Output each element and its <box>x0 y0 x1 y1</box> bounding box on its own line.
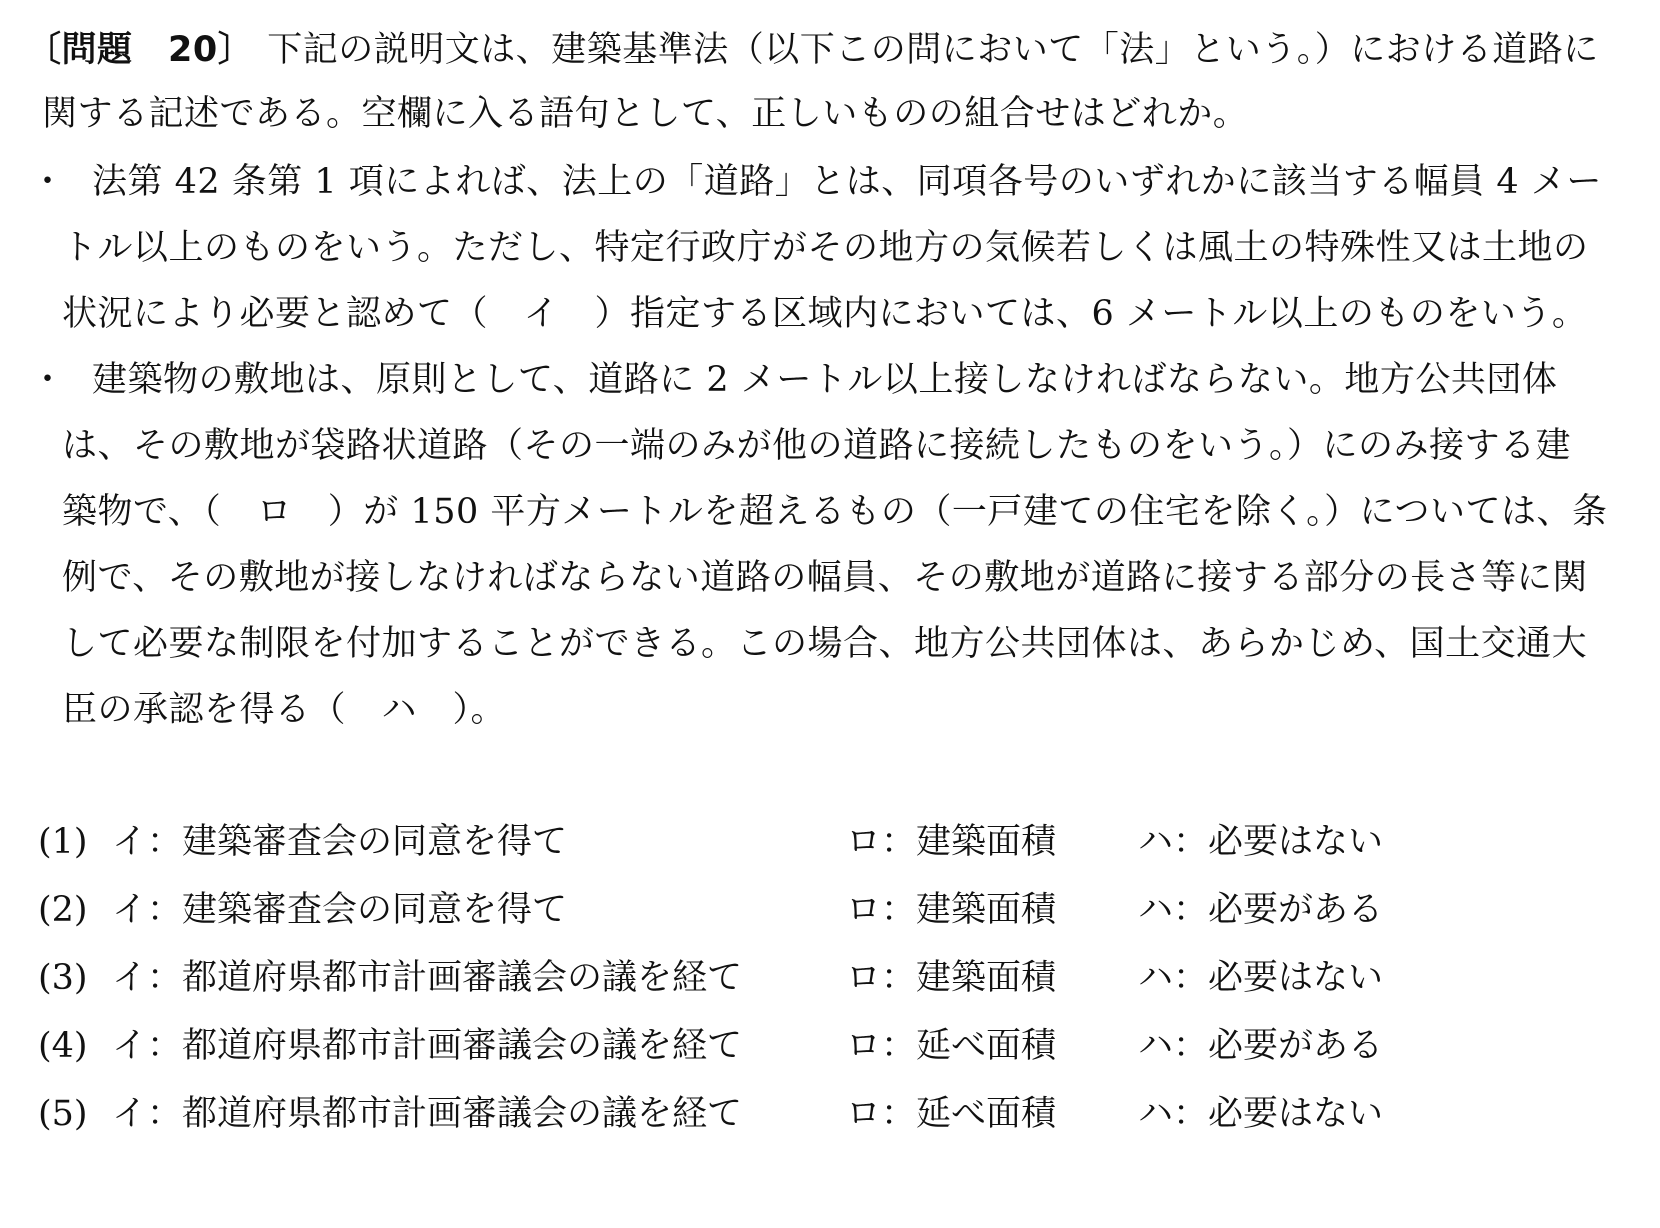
choice-i: イ：建築審査会の同意を得て <box>112 890 568 930</box>
choice-number: (4) <box>38 1026 88 1066</box>
bullet-2-line-6: 臣の承認を得る（ ハ ）。 <box>62 690 507 730</box>
choice-number: (2) <box>38 890 88 930</box>
bullet-mark-1: ・ <box>30 162 66 202</box>
choice-ha: ハ：必要はない <box>1138 822 1384 862</box>
bullet-2-line-2: は、その敷地が袋路状道路（その一端のみが他の道路に接続したものをいう。）にのみ接する建 <box>62 426 1572 466</box>
question-label: 〔問題 20〕 <box>26 30 254 70</box>
choice-i: イ：都道府県都市計画審議会の議を経て <box>112 1094 743 1134</box>
choice-ro: ロ：建築面積 <box>846 958 1057 998</box>
bullet-mark-2: ・ <box>30 360 66 400</box>
choice-ha: ハ：必要がある <box>1138 890 1384 930</box>
question-header-line <box>26 28 1599 72</box>
choice-number: (1) <box>38 822 88 862</box>
bullet-2-line-5: して必要な制限を付加することができる。この場合、地方公共団体は、あらかじめ、国土交通大 <box>62 624 1588 664</box>
choice-i: イ：都道府県都市計画審議会の議を経て <box>112 958 743 998</box>
question-intro-line-1: 下記の説明文は、建築基準法（以下この問において「法」という。）における道路に <box>267 30 1599 70</box>
bullet-2-line-1: 建築物の敷地は、原則として、道路に 2 メートル以上接しなければならない。地方公共団体 <box>92 360 1558 400</box>
choice-ro: ロ：延べ面積 <box>846 1026 1057 1066</box>
choice-i: イ：都道府県都市計画審議会の議を経て <box>112 1026 743 1066</box>
choice-number: (3) <box>38 958 88 998</box>
choice-ha: ハ：必要がある <box>1138 1026 1384 1066</box>
question-intro-line-2: 関する記述である。空欄に入る語句として、正しいものの組合せはどれか。 <box>42 94 1249 134</box>
bullet-1-line-3: 状況により必要と認めて（ イ ）指定する区域内においては、6 メートル以上のものをいう。 <box>62 294 1588 334</box>
bullet-1-line-2: トル以上のものをいう。ただし、特定行政庁がその地方の気候若しくは風土の特殊性又は土地の <box>62 228 1589 268</box>
choice-ha: ハ：必要はない <box>1138 958 1384 998</box>
bullet-2-line-3: 築物で、（ ロ ）が 150 平方メートルを超えるもの（一戸建ての住宅を除く。）については、条 <box>62 492 1608 532</box>
choice-ro: ロ：建築面積 <box>846 822 1057 862</box>
choice-ro: ロ：延べ面積 <box>846 1094 1057 1134</box>
bullet-1-line-1: 法第 42 条第 1 項によれば、法上の「道路」とは、同項各号のいずれかに該当する幅員 4 メー <box>92 162 1602 202</box>
choice-i: イ：建築審査会の同意を得て <box>112 822 568 862</box>
choice-number: (5) <box>38 1094 88 1134</box>
choice-ro: ロ：建築面積 <box>846 890 1057 930</box>
bullet-2-line-4: 例で、その敷地が接しなければならない道路の幅員、その敷地が道路に接する部分の長さ等に関 <box>62 558 1588 598</box>
choice-ha: ハ：必要はない <box>1138 1094 1384 1134</box>
